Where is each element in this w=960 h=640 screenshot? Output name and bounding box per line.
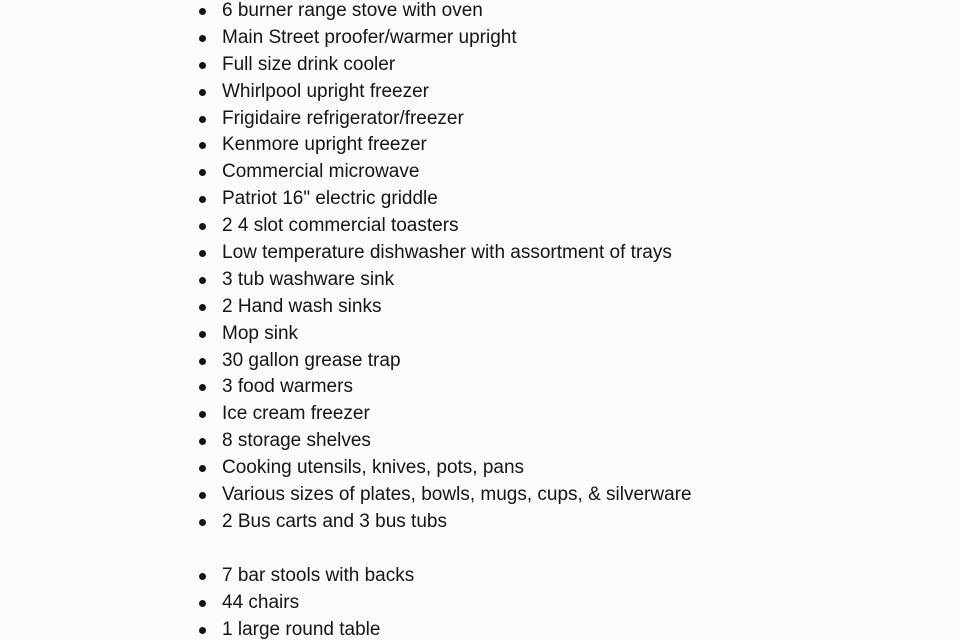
list-item-text: 8 storage shelves [222, 430, 371, 452]
bullet-icon [199, 250, 206, 257]
bullet-icon [199, 116, 206, 123]
bullet-icon [199, 573, 206, 580]
list-item-text: 7 bar stools with backs [222, 565, 415, 586]
bullet-icon [199, 465, 206, 472]
list-item-text: Commercial microwave [222, 161, 420, 183]
list-item-text: Mop sink [222, 322, 299, 344]
list-item-text: 1 large round table [222, 618, 381, 640]
bullet-icon [199, 331, 206, 338]
list-item-text: 30 gallon grease trap [222, 349, 401, 371]
bullet-icon [199, 492, 206, 499]
bullet-icon [199, 358, 206, 365]
list-item-text: 2 4 slot commercial toasters [222, 215, 459, 237]
list-item-text: Frigidaire refrigerator/freezer [222, 107, 464, 129]
list-item-text: 2 Bus carts and 3 bus tubs [222, 510, 447, 532]
bullet-icon [199, 438, 206, 445]
list-item-text: 3 food warmers [222, 376, 353, 398]
list-item-text: Main Street proofer/warmer upright [222, 26, 517, 48]
bullet-icon [199, 223, 206, 230]
bullet-icon [199, 277, 206, 284]
list-item-text: Low temperature dishwasher with assortment of trays [222, 242, 672, 264]
list-item-text: Cooking utensils, knives, pots, pans [222, 457, 525, 479]
bullet-icon [199, 89, 206, 96]
bullet-icon [199, 304, 206, 311]
bullet-icon [199, 627, 206, 634]
bullet-icon [199, 384, 206, 391]
bullet-icon [199, 35, 206, 42]
bullet-icon [199, 411, 206, 418]
bullet-icon [199, 62, 206, 69]
list-item-text: 2 Hand wash sinks [222, 295, 382, 317]
bullet-icon [199, 519, 206, 526]
bullet-icon [199, 142, 206, 149]
bullet-icon [199, 196, 206, 203]
list-item-text: Patriot 16" electric griddle [222, 188, 438, 210]
list-item-text: Ice cream freezer [222, 403, 370, 425]
list-item-text: 44 chairs [222, 591, 300, 613]
bullet-icon [199, 169, 206, 176]
bullet-icon [199, 8, 206, 15]
bullet-icon [199, 600, 206, 607]
list-item-text: 3 tub washware sink [222, 268, 395, 290]
list-item-text: Kenmore upright freezer [222, 134, 427, 156]
list-item-text: Whirlpool upright freezer [222, 80, 429, 102]
list-item-text: 6 burner range stove with oven [222, 0, 483, 21]
list-item-text: Various sizes of plates, bowls, mugs, cups, & silverware [222, 484, 692, 506]
list-item-text: Full size drink cooler [222, 53, 396, 75]
